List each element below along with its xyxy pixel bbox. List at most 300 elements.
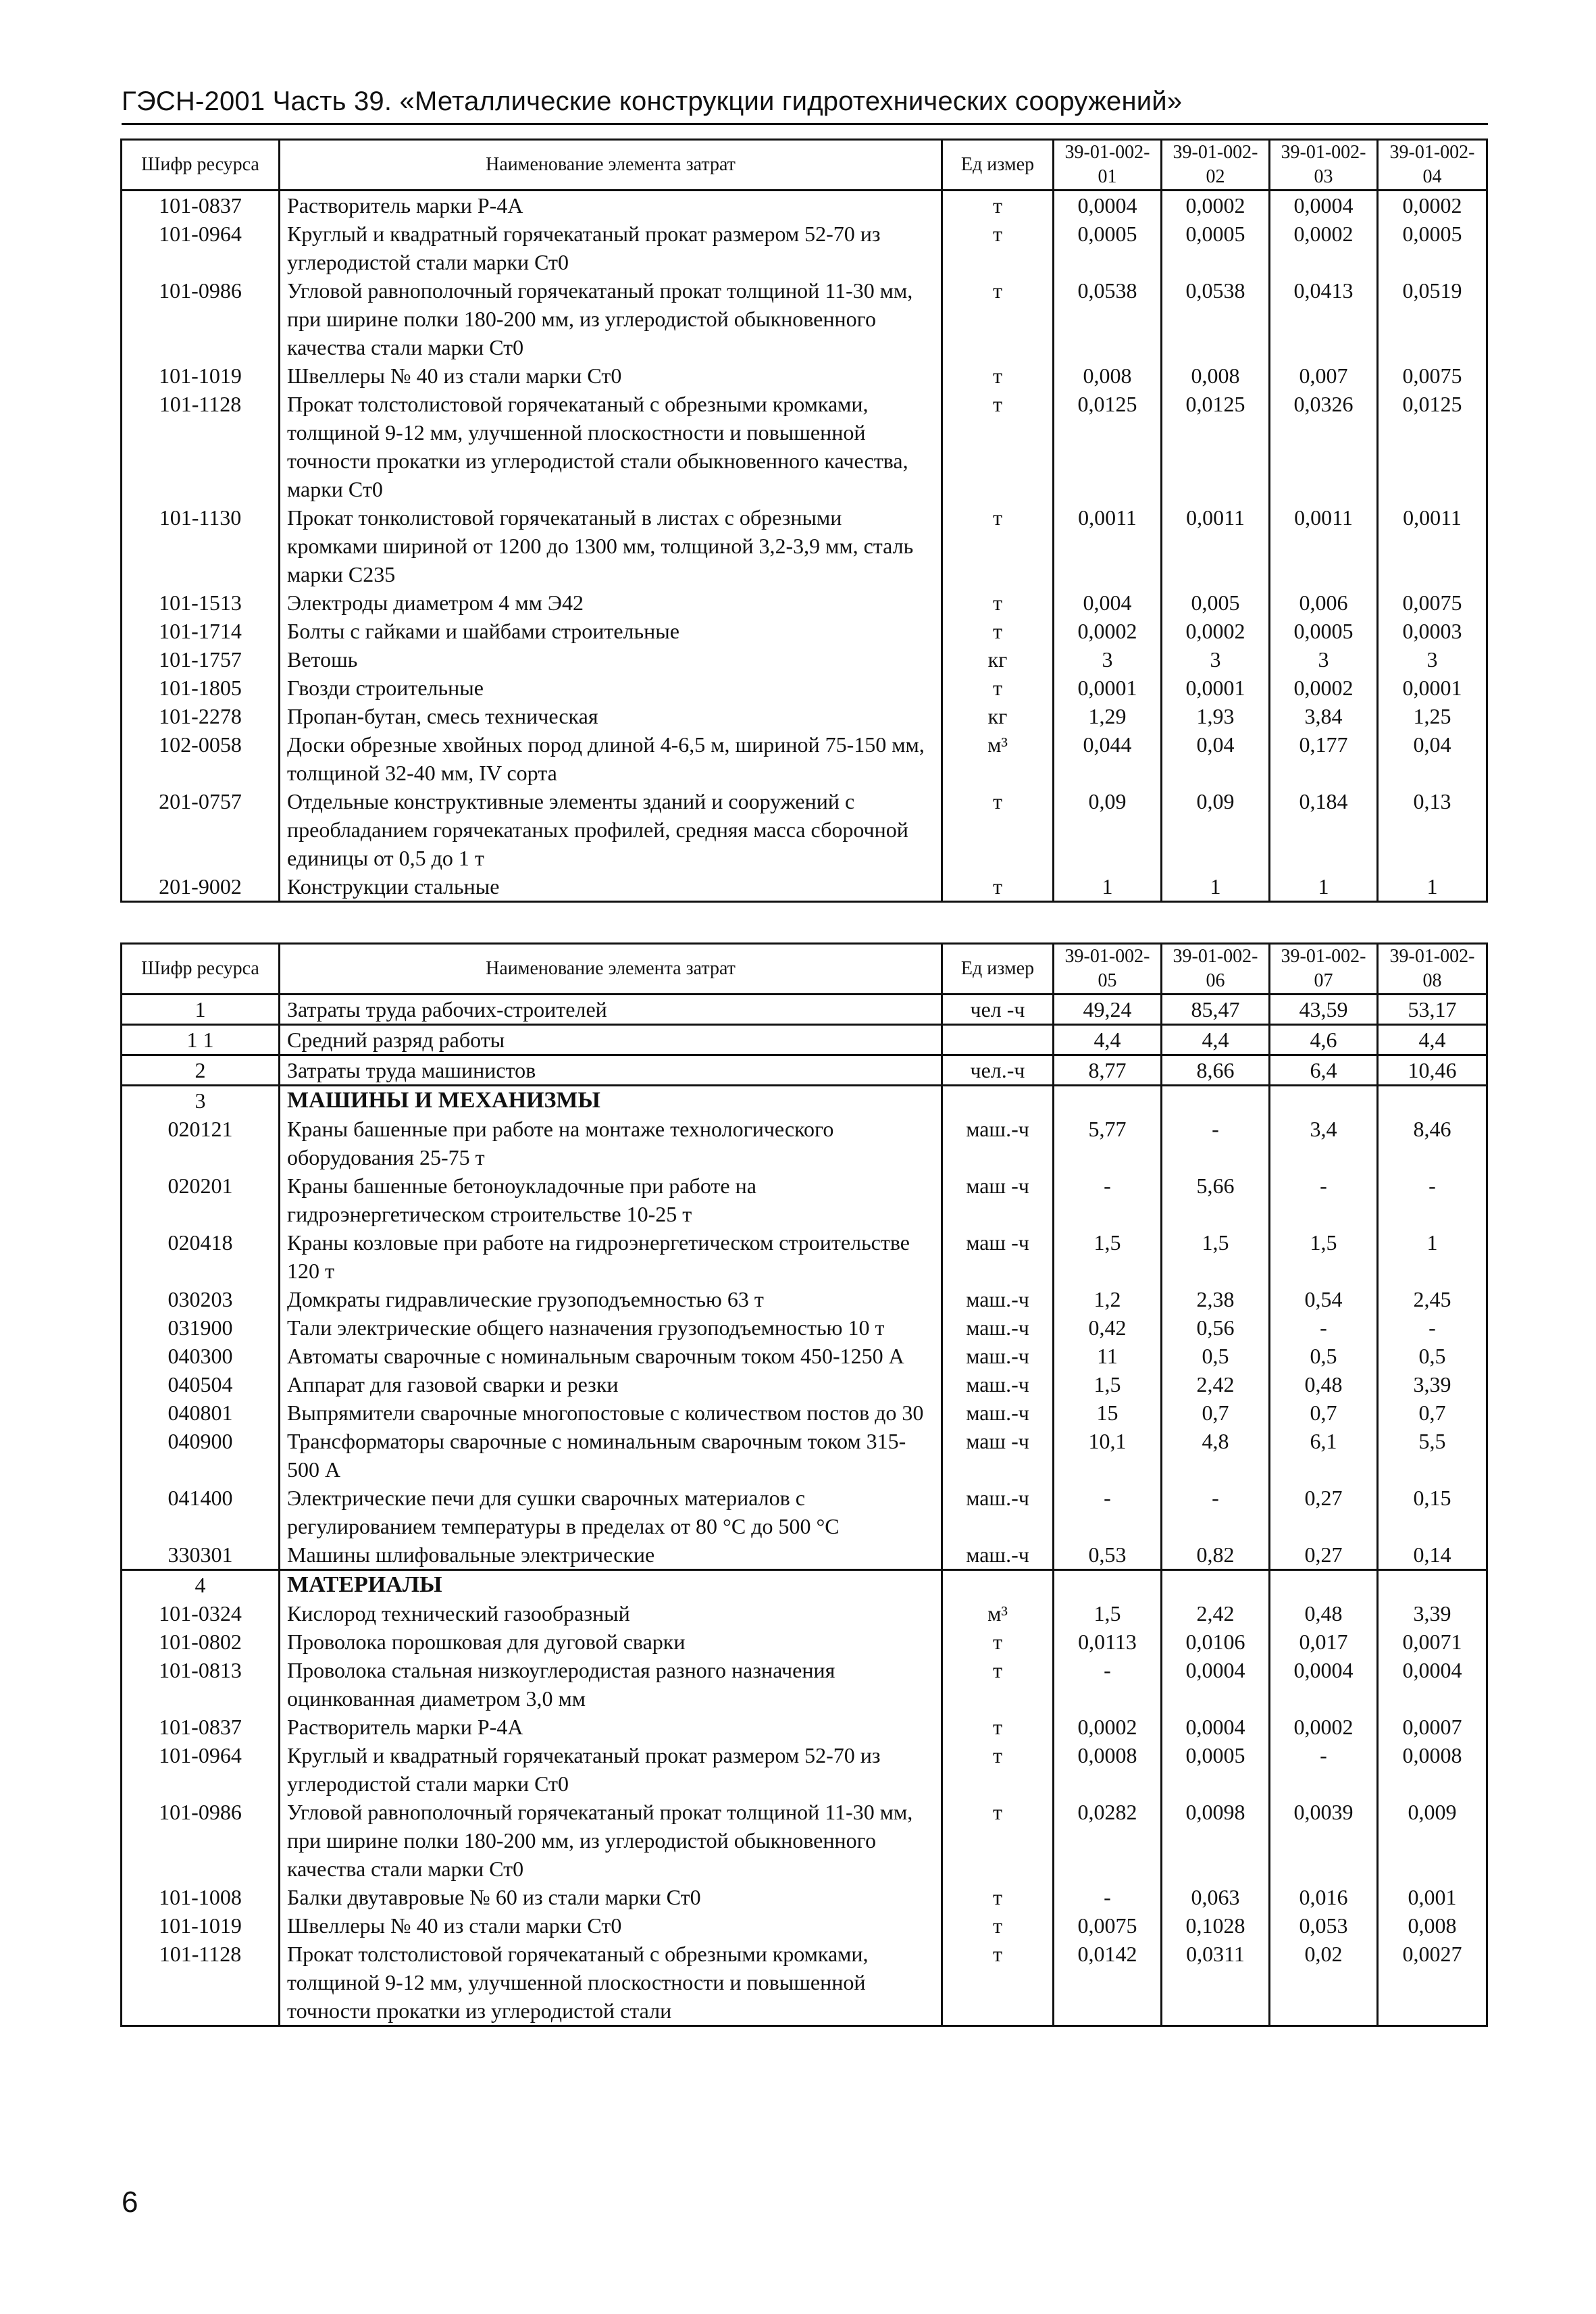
quantity-cell: 53,17 bbox=[1378, 995, 1487, 1025]
quantity-cell: 0,0004 bbox=[1378, 1656, 1487, 1713]
table-header-row bbox=[122, 140, 1487, 191]
table-row bbox=[122, 276, 1487, 361]
quantity-cell: 0,0005 bbox=[1270, 617, 1378, 645]
resource-code: 040504 bbox=[122, 1370, 280, 1399]
quantity-cell bbox=[1054, 1086, 1162, 1115]
table-row bbox=[122, 702, 1487, 730]
quantity-cell bbox=[1378, 1570, 1487, 1600]
table-row bbox=[122, 1370, 1487, 1399]
table-row bbox=[122, 1741, 1487, 1798]
quantity-cell: 1,5 bbox=[1054, 1228, 1162, 1285]
resource-code: 020121 bbox=[122, 1115, 280, 1172]
cost-item-name: Электрические печи для сушки сварочных материалов с регулированием температуры в пределах от 80 °С до 500 °С bbox=[280, 1484, 942, 1540]
quantity-cell: 0,0011 bbox=[1378, 503, 1487, 588]
quantity-cell: 0,0002 bbox=[1270, 1713, 1378, 1741]
table-row bbox=[122, 645, 1487, 674]
cost-item-name: Проволока порошковая для дуговой сварки bbox=[280, 1628, 942, 1656]
unit-of-measure: т bbox=[942, 1911, 1054, 1940]
cost-item-name: Затраты труда рабочих-строителей bbox=[280, 995, 942, 1025]
table-row bbox=[122, 220, 1487, 276]
quantity-cell: 0,0125 bbox=[1162, 390, 1270, 503]
cost-item-name: Краны башенные при работе на монтаже технологического оборудования 25-75 т bbox=[280, 1115, 942, 1172]
table-row bbox=[122, 617, 1487, 645]
quantity-cell: 0,0008 bbox=[1054, 1741, 1162, 1798]
quantity-cell: 3,4 bbox=[1270, 1115, 1378, 1172]
unit-of-measure: кг bbox=[942, 702, 1054, 730]
quantity-cell: 85,47 bbox=[1162, 995, 1270, 1025]
quantity-cell: 0,7 bbox=[1270, 1399, 1378, 1427]
quantity-cell: 0,0002 bbox=[1378, 191, 1487, 220]
table-row bbox=[122, 191, 1487, 220]
quantity-cell: 0,001 bbox=[1378, 1883, 1487, 1911]
quantity-cell: - bbox=[1378, 1172, 1487, 1228]
quantity-cell: 0,27 bbox=[1270, 1484, 1378, 1540]
table-row bbox=[122, 787, 1487, 872]
quantity-cell: 3,39 bbox=[1378, 1370, 1487, 1399]
quantity-cell bbox=[1054, 1570, 1162, 1600]
quantity-cell: 0,15 bbox=[1378, 1484, 1487, 1540]
quantity-cell: 0,0113 bbox=[1054, 1628, 1162, 1656]
table-row bbox=[122, 1172, 1487, 1228]
column-header: 39-01-002-08 bbox=[1378, 944, 1487, 995]
quantity-cell: 0,0071 bbox=[1378, 1628, 1487, 1656]
quantity-cell: 0,044 bbox=[1054, 730, 1162, 787]
quantity-cell: 0,008 bbox=[1378, 1911, 1487, 1940]
cost-item-name: Машины шлифовальные электрические bbox=[280, 1540, 942, 1570]
quantity-cell: - bbox=[1270, 1741, 1378, 1798]
quantity-cell: 5,77 bbox=[1054, 1115, 1162, 1172]
quantity-cell: 3,84 bbox=[1270, 702, 1378, 730]
column-header: Шифр ресурса bbox=[122, 944, 280, 995]
quantity-cell: 0,0004 bbox=[1162, 1656, 1270, 1713]
resource-code: 101-1019 bbox=[122, 1911, 280, 1940]
resource-code: 040900 bbox=[122, 1427, 280, 1484]
cost-item-name: Прокат тонколистовой горячекатаный в листах с обрезными кромками шириной от 1200 до 1300 мм, толщиной 3,2-3,9 мм, сталь марки С235 bbox=[280, 503, 942, 588]
table-row bbox=[122, 1798, 1487, 1883]
quantity-cell: - bbox=[1054, 1883, 1162, 1911]
quantity-cell: 0,0311 bbox=[1162, 1940, 1270, 2026]
unit-of-measure: м³ bbox=[942, 1599, 1054, 1628]
table-row bbox=[122, 1484, 1487, 1540]
resource-code: 3 bbox=[122, 1086, 280, 1115]
quantity-cell: 0,42 bbox=[1054, 1313, 1162, 1342]
quantity-cell: 10,1 bbox=[1054, 1427, 1162, 1484]
resource-code: 101-0986 bbox=[122, 276, 280, 361]
quantity-cell: 0,5 bbox=[1270, 1342, 1378, 1370]
table-row bbox=[122, 390, 1487, 503]
cost-item-name: Растворитель марки Р-4А bbox=[280, 191, 942, 220]
quantity-cell: 1 bbox=[1270, 872, 1378, 902]
unit-of-measure: маш.-ч bbox=[942, 1313, 1054, 1342]
resource-code: 101-1128 bbox=[122, 1940, 280, 2026]
quantity-cell: 0,0004 bbox=[1270, 1656, 1378, 1713]
quantity-cell: 0,004 bbox=[1054, 588, 1162, 617]
quantity-cell: 1 bbox=[1378, 872, 1487, 902]
resource-code: 101-0802 bbox=[122, 1628, 280, 1656]
resource-code: 030203 bbox=[122, 1285, 280, 1313]
quantity-cell: 4,8 bbox=[1162, 1427, 1270, 1484]
cost-item-name: Краны козловые при работе на гидроэнергетическом строительстве 120 т bbox=[280, 1228, 942, 1285]
unit-of-measure: маш.-ч bbox=[942, 1484, 1054, 1540]
resource-code: 101-2278 bbox=[122, 702, 280, 730]
quantity-cell: 0,0005 bbox=[1162, 1741, 1270, 1798]
resource-code: 040300 bbox=[122, 1342, 280, 1370]
page-header: ГЭСН-2001 Часть 39. «Металлические конструкции гидротехнических сооружений» bbox=[122, 86, 1183, 116]
resource-code: 101-0813 bbox=[122, 1656, 280, 1713]
quantity-cell: 8,46 bbox=[1378, 1115, 1487, 1172]
quantity-cell: 0,27 bbox=[1270, 1540, 1378, 1570]
quantity-cell: 0,02 bbox=[1270, 1940, 1378, 2026]
quantity-cell: 0,0002 bbox=[1270, 674, 1378, 702]
unit-of-measure bbox=[942, 1086, 1054, 1115]
column-header: Ед измер bbox=[942, 944, 1054, 995]
cost-item-name: Аппарат для газовой сварки и резки bbox=[280, 1370, 942, 1399]
quantity-cell: 0,017 bbox=[1270, 1628, 1378, 1656]
cost-item-name: Проволока стальная низкоуглеродистая разного назначения оцинкованная диаметром 3,0 мм bbox=[280, 1656, 942, 1713]
cost-item-name: Доски обрезные хвойных пород длиной 4-6,5 м, шириной 75-150 мм, толщиной 32-40 мм, IV сорта bbox=[280, 730, 942, 787]
quantity-cell: 0,053 bbox=[1270, 1911, 1378, 1940]
quantity-cell: 0,0538 bbox=[1054, 276, 1162, 361]
quantity-cell: 0,0002 bbox=[1162, 617, 1270, 645]
resource-code: 101-1008 bbox=[122, 1883, 280, 1911]
unit-of-measure: т bbox=[942, 787, 1054, 872]
resource-code: 201-0757 bbox=[122, 787, 280, 872]
cost-item-name: Электроды диаметром 4 мм Э42 bbox=[280, 588, 942, 617]
quantity-cell: 0,0004 bbox=[1162, 1713, 1270, 1741]
resource-code: 101-1128 bbox=[122, 390, 280, 503]
quantity-cell: 6,1 bbox=[1270, 1427, 1378, 1484]
cost-item-name: Автоматы сварочные с номинальным сварочным током 450-1250 А bbox=[280, 1342, 942, 1370]
quantity-cell: 0,5 bbox=[1162, 1342, 1270, 1370]
unit-of-measure: т bbox=[942, 588, 1054, 617]
quantity-cell: - bbox=[1054, 1172, 1162, 1228]
quantity-cell bbox=[1378, 1086, 1487, 1115]
quantity-cell: 0,009 bbox=[1378, 1798, 1487, 1883]
quantity-cell: 2,38 bbox=[1162, 1285, 1270, 1313]
quantity-cell: 3 bbox=[1054, 645, 1162, 674]
quantity-cell: 0,006 bbox=[1270, 588, 1378, 617]
cost-item-name: Круглый и квадратный горячекатаный прокат размером 52-70 из углеродистой стали марки Ст0 bbox=[280, 220, 942, 276]
quantity-cell: 0,0011 bbox=[1270, 503, 1378, 588]
column-header: 39-01-002-01 bbox=[1054, 140, 1162, 191]
quantity-cell: 11 bbox=[1054, 1342, 1162, 1370]
quantity-cell: 8,77 bbox=[1054, 1055, 1162, 1086]
unit-of-measure: т bbox=[942, 503, 1054, 588]
quantity-cell: 1,25 bbox=[1378, 702, 1487, 730]
quantity-cell: 0,0282 bbox=[1054, 1798, 1162, 1883]
unit-of-measure: т bbox=[942, 1798, 1054, 1883]
unit-of-measure: т bbox=[942, 1656, 1054, 1713]
table-row bbox=[122, 1427, 1487, 1484]
quantity-cell: 1 bbox=[1162, 872, 1270, 902]
quantity-cell: 3 bbox=[1378, 645, 1487, 674]
cost-item-name: Краны башенные бетоноукладочные при работе на гидроэнергетическом строительстве 10-25 т bbox=[280, 1172, 942, 1228]
column-header: 39-01-002-06 bbox=[1162, 944, 1270, 995]
cost-item-name: Растворитель марки Р-4А bbox=[280, 1713, 942, 1741]
unit-of-measure: т bbox=[942, 276, 1054, 361]
quantity-cell: 0,1028 bbox=[1162, 1911, 1270, 1940]
table-row bbox=[122, 995, 1487, 1025]
quantity-cell: 5,5 bbox=[1378, 1427, 1487, 1484]
quantity-cell: 0,0326 bbox=[1270, 390, 1378, 503]
cost-item-name: Кислород технический газообразный bbox=[280, 1599, 942, 1628]
table-row bbox=[122, 1399, 1487, 1427]
resource-code: 101-1513 bbox=[122, 588, 280, 617]
quantity-cell: 0,0001 bbox=[1378, 674, 1487, 702]
quantity-cell: 1,29 bbox=[1054, 702, 1162, 730]
quantity-cell: 4,6 bbox=[1270, 1025, 1378, 1055]
quantity-cell: 0,0106 bbox=[1162, 1628, 1270, 1656]
resource-code: 1 1 bbox=[122, 1025, 280, 1055]
unit-of-measure: т bbox=[942, 674, 1054, 702]
unit-of-measure: чел.-ч bbox=[942, 1055, 1054, 1086]
cost-item-name: Балки двутавровые № 60 из стали марки Ст0 bbox=[280, 1883, 942, 1911]
quantity-cell: 1,2 bbox=[1054, 1285, 1162, 1313]
quantity-cell: - bbox=[1054, 1656, 1162, 1713]
resource-code: 101-0837 bbox=[122, 191, 280, 220]
quantity-cell: 43,59 bbox=[1270, 995, 1378, 1025]
cost-item-name: Круглый и квадратный горячекатаный прокат размером 52-70 из углеродистой стали марки Ст0 bbox=[280, 1741, 942, 1798]
unit-of-measure: кг bbox=[942, 645, 1054, 674]
cost-item-name: Швеллеры № 40 из стали марки Ст0 bbox=[280, 1911, 942, 1940]
column-header: 39-01-002-02 bbox=[1162, 140, 1270, 191]
quantity-cell bbox=[1270, 1570, 1378, 1600]
quantity-cell: 0,09 bbox=[1054, 787, 1162, 872]
quantity-cell: 0,0004 bbox=[1054, 191, 1162, 220]
quantity-cell: 0,48 bbox=[1270, 1599, 1378, 1628]
cost-item-name: Угловой равнополочный горячекатаный прокат толщиной 11-30 мм, при ширине полки 180-200 мм, из углеродистой обыкновенного качества стали марки Ст0 bbox=[280, 276, 942, 361]
column-header: 39-01-002-05 bbox=[1054, 944, 1162, 995]
resource-code: 101-1714 bbox=[122, 617, 280, 645]
quantity-cell: 0,13 bbox=[1378, 787, 1487, 872]
quantity-cell: 0,0075 bbox=[1378, 361, 1487, 390]
table-header-row bbox=[122, 944, 1487, 995]
table-row bbox=[122, 503, 1487, 588]
unit-of-measure: маш.-ч bbox=[942, 1540, 1054, 1570]
quantity-cell: 1,5 bbox=[1054, 1370, 1162, 1399]
quantity-cell: 0,09 bbox=[1162, 787, 1270, 872]
quantity-cell: 3,39 bbox=[1378, 1599, 1487, 1628]
cost-item-name: Трансформаторы сварочные с номинальным сварочным током 315-500 А bbox=[280, 1427, 942, 1484]
quantity-cell: 0,0008 bbox=[1378, 1741, 1487, 1798]
unit-of-measure: т bbox=[942, 1741, 1054, 1798]
quantity-cell: 6,4 bbox=[1270, 1055, 1378, 1086]
resource-code: 101-1019 bbox=[122, 361, 280, 390]
quantity-cell: 0,0075 bbox=[1378, 588, 1487, 617]
resource-code: 101-0986 bbox=[122, 1798, 280, 1883]
unit-of-measure: маш.-ч bbox=[942, 1115, 1054, 1172]
unit-of-measure: маш.-ч bbox=[942, 1285, 1054, 1313]
table-row bbox=[122, 1940, 1487, 2026]
resource-code: 102-0058 bbox=[122, 730, 280, 787]
table-row bbox=[122, 1599, 1487, 1628]
quantity-cell: 0,0519 bbox=[1378, 276, 1487, 361]
cost-item-name: Ветошь bbox=[280, 645, 942, 674]
column-header: 39-01-002-07 bbox=[1270, 944, 1378, 995]
quantity-cell: - bbox=[1054, 1484, 1162, 1540]
quantity-cell: 0,04 bbox=[1162, 730, 1270, 787]
quantity-cell: 0,0002 bbox=[1054, 1713, 1162, 1741]
resource-code: 2 bbox=[122, 1055, 280, 1086]
resource-code: 4 bbox=[122, 1570, 280, 1600]
quantity-cell: 5,66 bbox=[1162, 1172, 1270, 1228]
unit-of-measure: т bbox=[942, 390, 1054, 503]
cost-item-name: Затраты труда машинистов bbox=[280, 1055, 942, 1086]
quantity-cell: 2,45 bbox=[1378, 1285, 1487, 1313]
table-row bbox=[122, 1656, 1487, 1713]
unit-of-measure: т bbox=[942, 872, 1054, 902]
quantity-cell bbox=[1162, 1570, 1270, 1600]
table-row bbox=[122, 730, 1487, 787]
resource-code: 101-1130 bbox=[122, 503, 280, 588]
quantity-cell: 0,0005 bbox=[1162, 220, 1270, 276]
quantity-cell: 0,0011 bbox=[1162, 503, 1270, 588]
section-row bbox=[122, 1086, 1487, 1115]
quantity-cell: 0,177 bbox=[1270, 730, 1378, 787]
quantity-cell: 3 bbox=[1162, 645, 1270, 674]
table-row bbox=[122, 1313, 1487, 1342]
unit-of-measure: т bbox=[942, 220, 1054, 276]
table-row bbox=[122, 1285, 1487, 1313]
table-row bbox=[122, 674, 1487, 702]
quantity-cell: 8,66 bbox=[1162, 1055, 1270, 1086]
column-header: 39-01-002-04 bbox=[1378, 140, 1487, 191]
unit-of-measure: маш.-ч bbox=[942, 1342, 1054, 1370]
table-row bbox=[122, 588, 1487, 617]
quantity-cell: 1,5 bbox=[1054, 1599, 1162, 1628]
table-row bbox=[122, 1228, 1487, 1285]
section-title: МАШИНЫ И МЕХАНИЗМЫ bbox=[280, 1086, 942, 1115]
section-title: МАТЕРИАЛЫ bbox=[280, 1570, 942, 1600]
quantity-cell: 0,008 bbox=[1054, 361, 1162, 390]
unit-of-measure: т bbox=[942, 1713, 1054, 1741]
quantity-cell: 0,14 bbox=[1378, 1540, 1487, 1570]
quantity-cell: 0,0538 bbox=[1162, 276, 1270, 361]
unit-of-measure: т bbox=[942, 361, 1054, 390]
table-row bbox=[122, 1115, 1487, 1172]
quantity-cell: 0,0142 bbox=[1054, 1940, 1162, 2026]
table-row bbox=[122, 1540, 1487, 1570]
cost-item-name: Швеллеры № 40 из стали марки Ст0 bbox=[280, 361, 942, 390]
quantity-cell: 1,5 bbox=[1162, 1228, 1270, 1285]
column-header: Шифр ресурса bbox=[122, 140, 280, 191]
resource-code: 101-0964 bbox=[122, 220, 280, 276]
unit-of-measure: т bbox=[942, 1883, 1054, 1911]
page-number: 6 bbox=[122, 2186, 138, 2219]
cost-item-name: Угловой равнополочный горячекатаный прокат толщиной 11-30 мм, при ширине полки 180-200 мм, из углеродистой обыкновенного качества стали марки Ст0 bbox=[280, 1798, 942, 1883]
cost-item-name: Болты с гайками и шайбами строительные bbox=[280, 617, 942, 645]
quantity-cell: 10,46 bbox=[1378, 1055, 1487, 1086]
resource-code: 041400 bbox=[122, 1484, 280, 1540]
cost-item-name: Прокат толстолистовой горячекатаный с обрезными кромками, толщиной 9-12 мм, улучшенной плоскостности и повышенной точности прокатки из углеродистой стали bbox=[280, 1940, 942, 2026]
quantity-cell: 0,005 bbox=[1162, 588, 1270, 617]
unit-of-measure: т bbox=[942, 1940, 1054, 2026]
quantity-cell: 0,7 bbox=[1378, 1399, 1487, 1427]
quantity-cell: 0,54 bbox=[1270, 1285, 1378, 1313]
resource-code: 020201 bbox=[122, 1172, 280, 1228]
unit-of-measure: м³ bbox=[942, 730, 1054, 787]
quantity-cell: 4,4 bbox=[1054, 1025, 1162, 1055]
resource-code: 020418 bbox=[122, 1228, 280, 1285]
quantity-cell bbox=[1162, 1086, 1270, 1115]
quantity-cell: 49,24 bbox=[1054, 995, 1162, 1025]
quantity-cell: 0,063 bbox=[1162, 1883, 1270, 1911]
table-row bbox=[122, 1342, 1487, 1370]
table-row bbox=[122, 1883, 1487, 1911]
cost-item-name: Тали электрические общего назначения грузоподъемностью 10 т bbox=[280, 1313, 942, 1342]
quantity-cell: - bbox=[1270, 1313, 1378, 1342]
quantity-cell: 0,0002 bbox=[1054, 617, 1162, 645]
cost-item-name: Пропан-бутан, смесь техническая bbox=[280, 702, 942, 730]
quantity-cell: 1 bbox=[1054, 872, 1162, 902]
quantity-cell: 0,0125 bbox=[1378, 390, 1487, 503]
resource-code: 040801 bbox=[122, 1399, 280, 1427]
unit-of-measure bbox=[942, 1025, 1054, 1055]
table-row bbox=[122, 872, 1487, 902]
quantity-cell: 0,0125 bbox=[1054, 390, 1162, 503]
resource-code: 101-0324 bbox=[122, 1599, 280, 1628]
quantity-cell: 0,008 bbox=[1162, 361, 1270, 390]
table-row bbox=[122, 361, 1487, 390]
cost-item-name: Домкраты гидравлические грузоподъемностью 63 т bbox=[280, 1285, 942, 1313]
quantity-cell: 0,0001 bbox=[1162, 674, 1270, 702]
quantity-cell: 0,0004 bbox=[1270, 191, 1378, 220]
quantity-cell: 15 bbox=[1054, 1399, 1162, 1427]
quantity-cell: - bbox=[1378, 1313, 1487, 1342]
quantity-cell: 0,016 bbox=[1270, 1883, 1378, 1911]
quantity-cell: 0,0005 bbox=[1378, 220, 1487, 276]
quantity-cell: 0,56 bbox=[1162, 1313, 1270, 1342]
cost-item-name: Гвозди строительные bbox=[280, 674, 942, 702]
table-row bbox=[122, 1025, 1487, 1055]
cost-item-name: Средний разряд работы bbox=[280, 1025, 942, 1055]
quantity-cell: 1,5 bbox=[1270, 1228, 1378, 1285]
quantity-cell: - bbox=[1162, 1115, 1270, 1172]
quantity-cell bbox=[1270, 1086, 1378, 1115]
cost-table-1 bbox=[120, 139, 1488, 903]
resource-code: 101-0964 bbox=[122, 1741, 280, 1798]
quantity-cell: 0,0003 bbox=[1378, 617, 1487, 645]
quantity-cell: 0,53 bbox=[1054, 1540, 1162, 1570]
quantity-cell: 3 bbox=[1270, 645, 1378, 674]
table-row bbox=[122, 1713, 1487, 1741]
table-row bbox=[122, 1911, 1487, 1940]
quantity-cell: - bbox=[1270, 1172, 1378, 1228]
quantity-cell: 4,4 bbox=[1378, 1025, 1487, 1055]
unit-of-measure: маш.-ч bbox=[942, 1370, 1054, 1399]
quantity-cell: 0,04 bbox=[1378, 730, 1487, 787]
quantity-cell: 0,0007 bbox=[1378, 1713, 1487, 1741]
unit-of-measure bbox=[942, 1570, 1054, 1600]
unit-of-measure: маш -ч bbox=[942, 1228, 1054, 1285]
column-header: Наименование элемента затрат bbox=[280, 944, 942, 995]
table-row bbox=[122, 1628, 1487, 1656]
quantity-cell: 2,42 bbox=[1162, 1370, 1270, 1399]
unit-of-measure: чел -ч bbox=[942, 995, 1054, 1025]
resource-code: 201-9002 bbox=[122, 872, 280, 902]
unit-of-measure: маш.-ч bbox=[942, 1399, 1054, 1427]
quantity-cell: 0,0002 bbox=[1162, 191, 1270, 220]
cost-item-name: Выпрямители сварочные многопостовые с количеством постов до 30 bbox=[280, 1399, 942, 1427]
quantity-cell: 0,0002 bbox=[1270, 220, 1378, 276]
resource-code: 330301 bbox=[122, 1540, 280, 1570]
section-row bbox=[122, 1570, 1487, 1600]
quantity-cell: 0,007 bbox=[1270, 361, 1378, 390]
column-header: Ед измер bbox=[942, 140, 1054, 191]
quantity-cell: 0,0075 bbox=[1054, 1911, 1162, 1940]
quantity-cell: 0,0413 bbox=[1270, 276, 1378, 361]
cost-item-name: Прокат толстолистовой горячекатаный с обрезными кромками, толщиной 9-12 мм, улучшенной плоскостности и повышенной точности прокатки из углеродистой стали обыкновенного качества, марки Ст0 bbox=[280, 390, 942, 503]
